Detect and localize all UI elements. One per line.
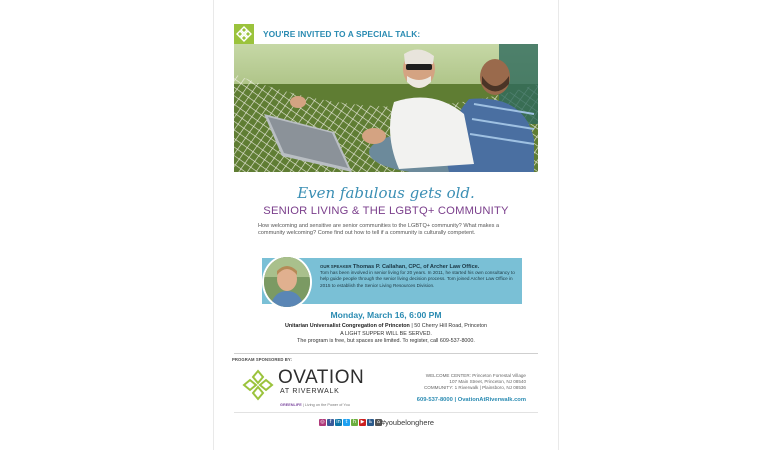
community-address: COMMUNITY: 1 Riverwalk | Plainsboro, NJ 08536 [423,385,526,391]
phone-and-website: 609-537-8000 | OvationAtRiverwalk.com [416,397,526,403]
sponsor-subname: AT RIVERWALK [280,388,340,395]
speaker-photo [262,255,312,309]
hashtag: #youbelonghere [381,418,435,427]
twitter-icon[interactable]: t [343,419,350,426]
youtube-icon[interactable]: ▶ [360,419,365,425]
speaker-bio [320,264,516,289]
instagram-icon[interactable]: ◎ [320,419,325,425]
event-venue [214,323,558,346]
footer-divider [234,412,538,413]
sponsor-name: OVATION [278,367,365,388]
invite-heading: YOU'RE INVITED TO A SPECIAL TALK: [263,29,421,39]
facebook-icon[interactable]: f [327,419,334,426]
accessibility-icon: ♿ [368,419,373,425]
event-intro: How welcoming and sensitive are senior communities to the LGBTQ+ community? What makes a community welcoming? Come find out how to tell if a community is culturally competent. [258,223,500,237]
speaker-label: OUR SPEAKER [320,264,352,269]
hero-photo [234,44,538,172]
venue-address: | 50 Cherry Hill Road, Princeton [411,323,488,329]
tagline: Even fabulous gets old. [297,184,475,202]
event-title: SENIOR LIVING & THE LGBTQ+ COMMUNITY [263,205,509,217]
supper-note: A LIGHT SUPPER WILL BE SERVED. [340,330,432,337]
flyer-header [234,22,420,46]
speaker-name: Thomas P. Callahan, CPC, of Archer Law Office. [352,264,480,270]
houzz-icon[interactable]: h [352,419,357,425]
venue-name: Unitarian Universalist Congregation of Princeton [284,323,410,329]
divider [234,353,538,354]
ovation-logo-icon [242,369,274,401]
welcome-address: 107 Main Street, Princeton, NJ 08540 [449,379,526,385]
linkedin-icon[interactable]: in [336,419,341,425]
brand-leaf-icon [234,24,254,44]
sponsor-parent [280,403,350,407]
sponsor-label: PROGRAM SPONSORED BY: [232,357,292,362]
housing-icon: ⌂ [376,419,381,425]
social-icons [319,419,382,426]
parent-brand: GREENLIFE [280,403,302,407]
register-note: The program is free, but spaces are limited. To register, call 609-537-8000. [297,338,475,345]
welcome-center: WELCOME CENTER: Princeton Forrestal Village [425,373,526,378]
event-date: Monday, March 16, 6:00 PM [330,310,442,320]
parent-tagline: | Living on the Power of You [302,403,350,407]
event-flyer [213,0,559,450]
sponsor-contact [386,373,526,392]
speaker-bio-text: Tom has been involved in senior living for 20 years. In 2011, he started his own consultancy to help guide people through the senior living decision process. Tom joined Archer Law Office in 2015 to establish the Senior Living Resources Division. [320,270,515,288]
